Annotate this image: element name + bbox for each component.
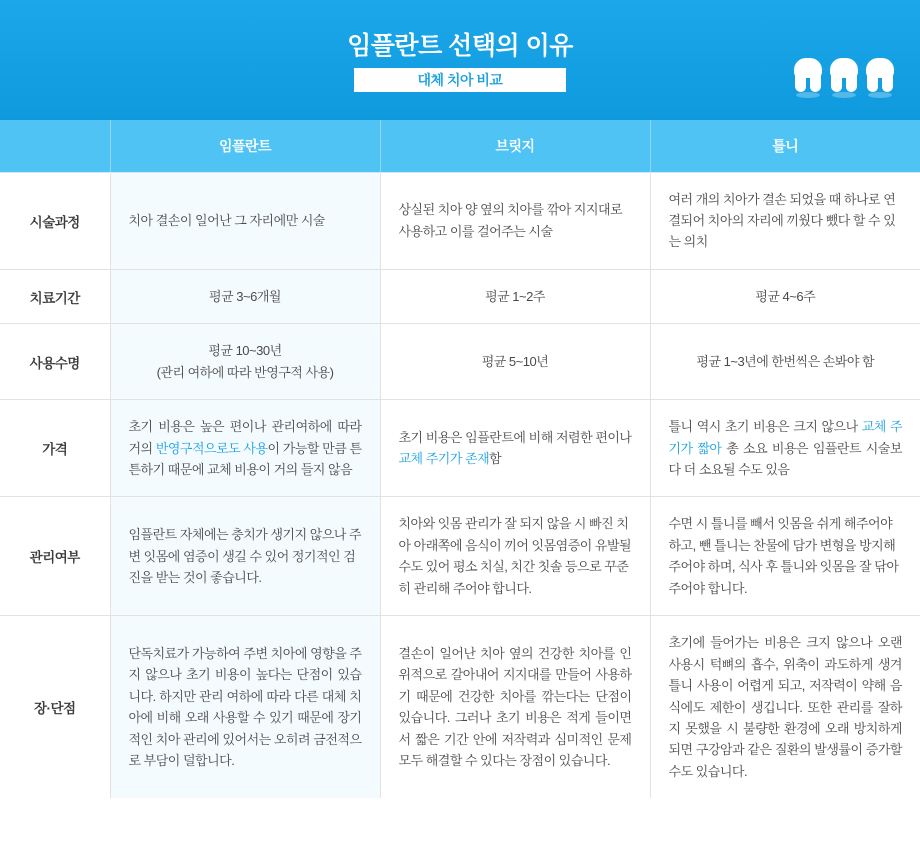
table-row — [0, 269, 920, 323]
page-header — [0, 0, 920, 120]
cell-price-implant-post: 이 가능할 만큼 튼튼하기 때문에 교체 비용이 거의 들지 않음 — [128, 440, 362, 477]
page-title: 임플란트 선택의 이유 — [347, 32, 573, 60]
cell-price-bridge-pre: 초기 비용은 임플란트에 비해 저렴한 편이나 — [398, 429, 632, 445]
cell-pros-cons-bridge: 결손이 일어난 치아 옆의 건강한 치아를 인위적으로 갈아내어 지지대를 만들어 사용하기 때문에 건강한 치아를 깎는다는 단점이 있습니다. 그러나 초기 비용은 적게 들이면서 짧은 기간 안에 저작력과 심미적인 문제 모두 해결할 수 있다는 장점이 있습니다. — [380, 616, 650, 799]
cell-procedure-implant: 치아 결손이 일어난 그 자리에만 시술 — [110, 172, 380, 269]
table-header-row — [0, 120, 920, 172]
table-row — [0, 324, 920, 400]
cell-maintenance-denture: 수면 시 틀니를 빼서 잇몸을 쉬게 해주어야 하고, 뺀 틀니는 찬물에 담가 변형을 방지해 주어야 하며, 식사 후 틀니와 잇몸을 잘 닦아주어야 합니다. — [650, 497, 920, 616]
cell-pros-cons-denture: 초기에 들어가는 비용은 크지 않으나 오랜 사용시 턱뼈의 흡수, 위축이 과도하게 생겨 틀니 사용이 어렵게 되고, 저작력이 약해 음식에도 제한이 생깁니다. 또한 관리를 잘하지 못했을 시 불량한 환경에 오래 방치하게 되면 구강암과 같은 질환의 발생률이 증가할 수도 있습니다. — [668, 635, 902, 779]
row-label-treatment-period: 치료기간 — [0, 269, 110, 323]
tooth-icon — [794, 58, 822, 92]
cell-price-bridge-post: 함 — [489, 451, 502, 467]
tooth-icon-group — [794, 58, 894, 92]
cell-period-implant: 평균 3~6개월 — [110, 269, 380, 323]
cell-lifespan-implant — [110, 324, 380, 400]
cell-maintenance-implant: 임플란트 자체에는 충치가 생기지 않으나 주변 잇몸에 염증이 생길 수 있어 정기적인 검진을 받는 것이 좋습니다. — [110, 497, 380, 616]
cell-price-bridge — [380, 400, 650, 497]
cell-period-denture: 평균 4~6주 — [650, 269, 920, 323]
table-header-bridge: 브릿지 — [380, 120, 650, 172]
comparison-table — [0, 120, 920, 798]
cell-price-bridge-highlight: 교체 주기가 존재 — [398, 451, 490, 467]
row-label-procedure: 시술과정 — [0, 172, 110, 269]
cell-lifespan-denture: 평균 1~3년에 한번씩은 손봐야 함 — [650, 324, 920, 400]
cell-lifespan-implant-line1: 평균 10~30년 — [208, 343, 282, 359]
cell-period-bridge: 평균 1~2주 — [380, 269, 650, 323]
cell-pros-cons-implant: 단독치료가 가능하여 주변 치아에 영향을 주지 않으나 초기 비용이 높다는 단점이 있습니다. 하지만 관리 여하에 따라 다른 대체 치아에 비해 오래 사용할 수 있기 때문에 장기적인 치아 관리에 있어서는 오히려 금전적으로 부담이 덜합니다. — [110, 616, 380, 799]
page-subtitle: 대체 치아 비교 — [354, 68, 566, 92]
cell-lifespan-implant-line2: (관리 여하에 따라 반영구적 사용) — [156, 364, 334, 380]
cell-procedure-denture: 여러 개의 치아가 결손 되었을 때 하나로 연결되어 치아의 자리에 끼웠다 뺐다 할 수 있는 의치 — [650, 172, 920, 269]
table-row — [0, 497, 920, 616]
cell-price-denture-post: 총 소요 비용은 임플란트 시술보다 더 소요될 수도 있음 — [668, 440, 902, 477]
cell-price-denture-pre: 틀니 역시 초기 비용은 크지 않으나 — [668, 419, 862, 435]
cell-price-denture-highlight: 교체 주기가 짧아 — [668, 419, 902, 456]
cell-lifespan-bridge: 평균 5~10년 — [380, 324, 650, 400]
table-row — [0, 616, 920, 799]
table-row — [0, 400, 920, 497]
row-label-maintenance: 관리여부 — [0, 497, 110, 616]
cell-price-implant-pre: 초기 비용은 높은 편이나 관리여하에 따라 거의 — [128, 419, 362, 456]
row-label-price: 가격 — [0, 400, 110, 497]
cell-price-denture — [650, 400, 920, 497]
table-header-corner — [0, 120, 110, 172]
cell-price-implant-highlight: 반영구적으로도 사용 — [155, 440, 268, 456]
table-header-implant: 임플란트 — [110, 120, 380, 172]
row-label-lifespan: 사용수명 — [0, 324, 110, 400]
cell-procedure-bridge: 상실된 치아 양 옆의 치아를 깎아 지지대로 사용하고 이를 걸어주는 시술 — [380, 172, 650, 269]
tooth-icon — [830, 58, 858, 92]
row-label-pros-cons: 장·단점 — [0, 616, 110, 799]
table-header-denture: 틀니 — [650, 120, 920, 172]
cell-maintenance-bridge: 치아와 잇몸 관리가 잘 되지 않을 시 빠진 치아 아래쪽에 음식이 끼어 잇몸염증이 유발될 수도 있어 평소 치실, 치간 칫솔 등으로 꾸준히 관리해 주어야 합니다. — [380, 497, 650, 616]
cell-price-implant — [110, 400, 380, 497]
table-body — [0, 172, 920, 798]
table-header — [0, 120, 920, 172]
tooth-icon — [866, 58, 894, 92]
table-row — [0, 172, 920, 269]
